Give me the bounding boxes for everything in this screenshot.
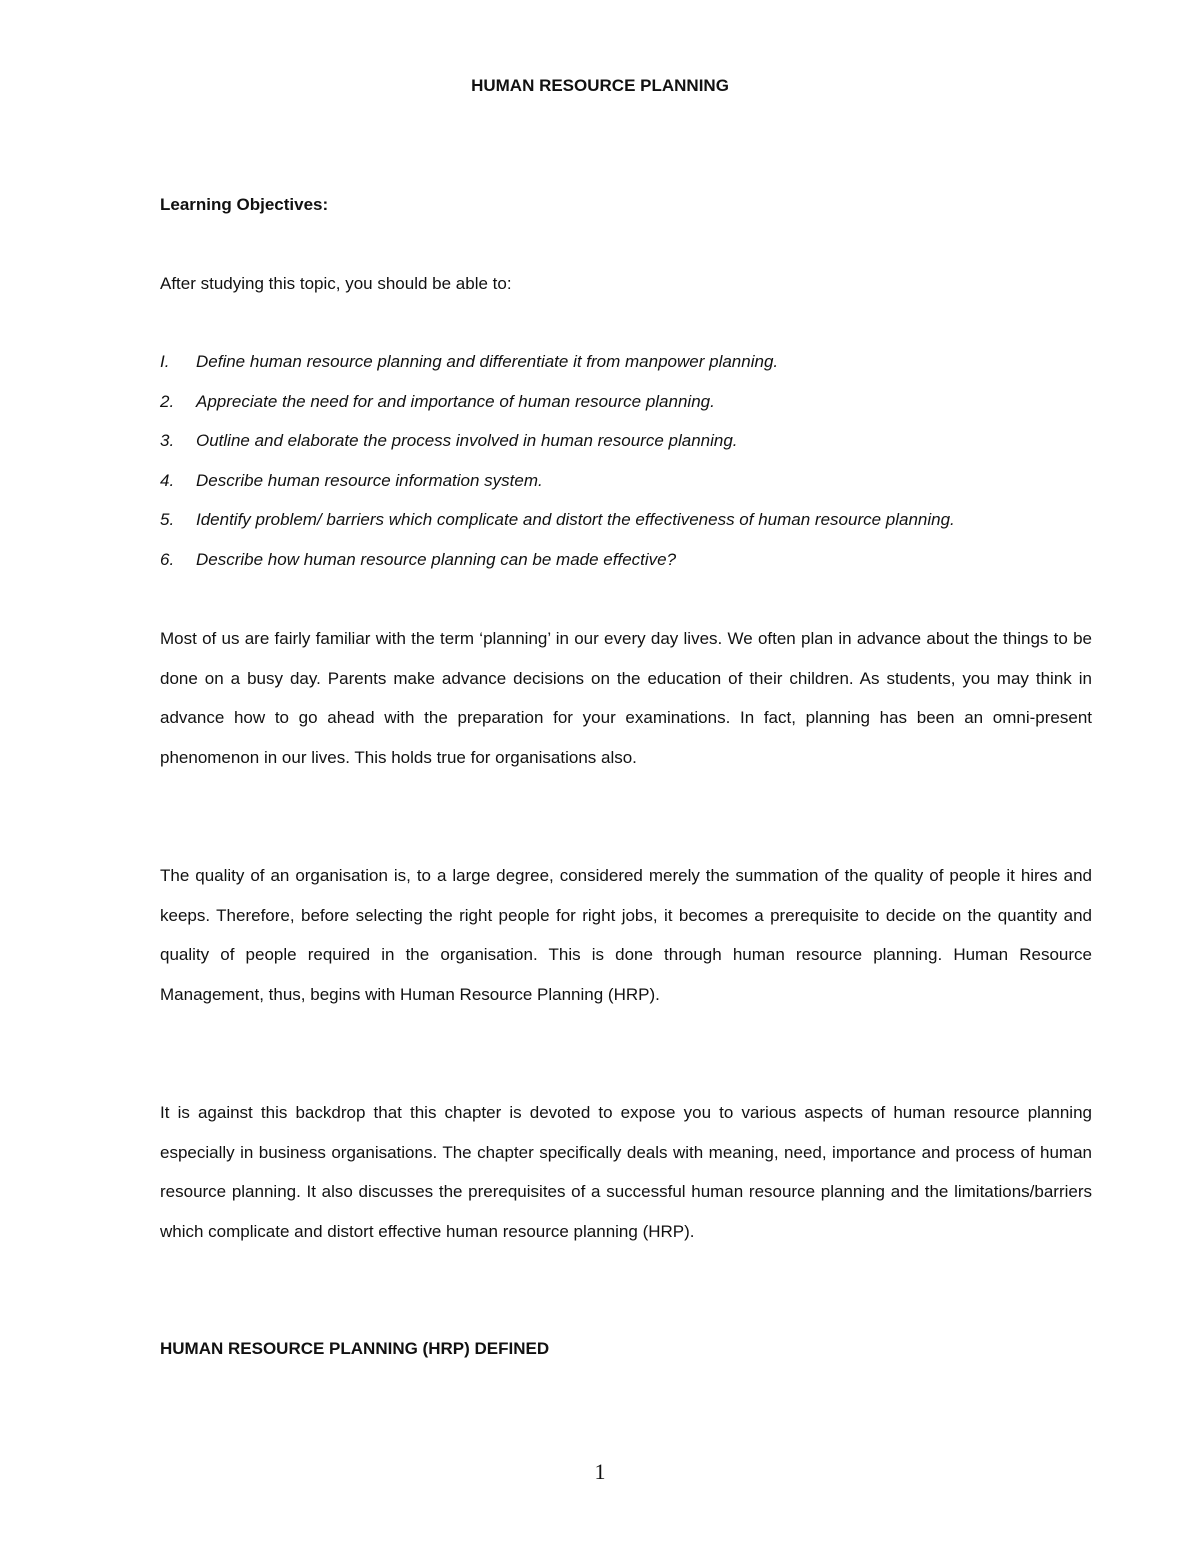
objective-text: Outline and elaborate the process involved in human resource planning.	[196, 431, 738, 451]
document-title: HUMAN RESOURCE PLANNING	[471, 76, 729, 95]
objective-number: I.	[160, 352, 170, 371]
objective-text: Describe how human resource planning can be made effective?	[196, 549, 677, 569]
objectives-list	[160, 350, 1120, 588]
page-number: 1	[594, 1459, 606, 1484]
objective-item	[160, 429, 1120, 469]
learning-objectives-heading: Learning Objectives:	[160, 195, 329, 214]
objective-number: 3.	[160, 431, 175, 451]
objective-item	[160, 390, 1120, 430]
section-heading: HUMAN RESOURCE PLANNING (HRP) DEFINED	[160, 1339, 550, 1358]
paragraph-organisation-quality: The quality of an organisation is, to a large degree, considered merely the summation of the quality of people it hires and keeps. Therefore, before selecting the right people for right jobs, it becomes a prerequisite to decide on the quantity and quality of people required in the organisation. This is done through human resource planning. Human Resource Management, thus, begins with Human Resource Planning (HRP).	[160, 866, 1092, 1004]
objective-number: 4.	[160, 470, 175, 490]
objective-number: 5.	[160, 510, 175, 530]
paragraph-planning-familiarity: Most of us are fairly familiar with the term ‘planning’ in our every day lives. We often plan in advance about the things to be done on a busy day. Parents make advance decisions on the education of their children. As students, you may think in advance how to go ahead with the preparation for your examinations. In fact, planning has been an omni-present phenomenon in our lives. This holds true for organisations also.	[160, 629, 1092, 767]
objective-text: Appreciate the need for and importance of human resource planning.	[196, 391, 715, 411]
objective-text: Describe human resource information system.	[196, 470, 543, 490]
objective-item	[160, 350, 1120, 390]
objective-text: Identify problem/ barriers which complicate and distort the effectiveness of human resource planning.	[196, 510, 955, 530]
objective-number: 2.	[160, 391, 175, 411]
objective-item	[160, 469, 1120, 509]
paragraph-chapter-overview: It is against this backdrop that this chapter is devoted to expose you to various aspects of human resource planning especially in business organisations. The chapter specifically deals with meaning, need, importance and process of human resource planning. It also discusses the prerequisites of a successful human resource planning and the limitations/barriers which complicate and distort effective human resource planning (HRP).	[160, 1103, 1092, 1241]
intro-text: After studying this topic, you should be able to:	[160, 274, 512, 293]
objective-number: 6.	[160, 549, 175, 569]
objective-text: Define human resource planning and differentiate it from manpower planning.	[196, 352, 779, 371]
objective-item	[160, 508, 1120, 548]
objective-item	[160, 548, 1120, 588]
